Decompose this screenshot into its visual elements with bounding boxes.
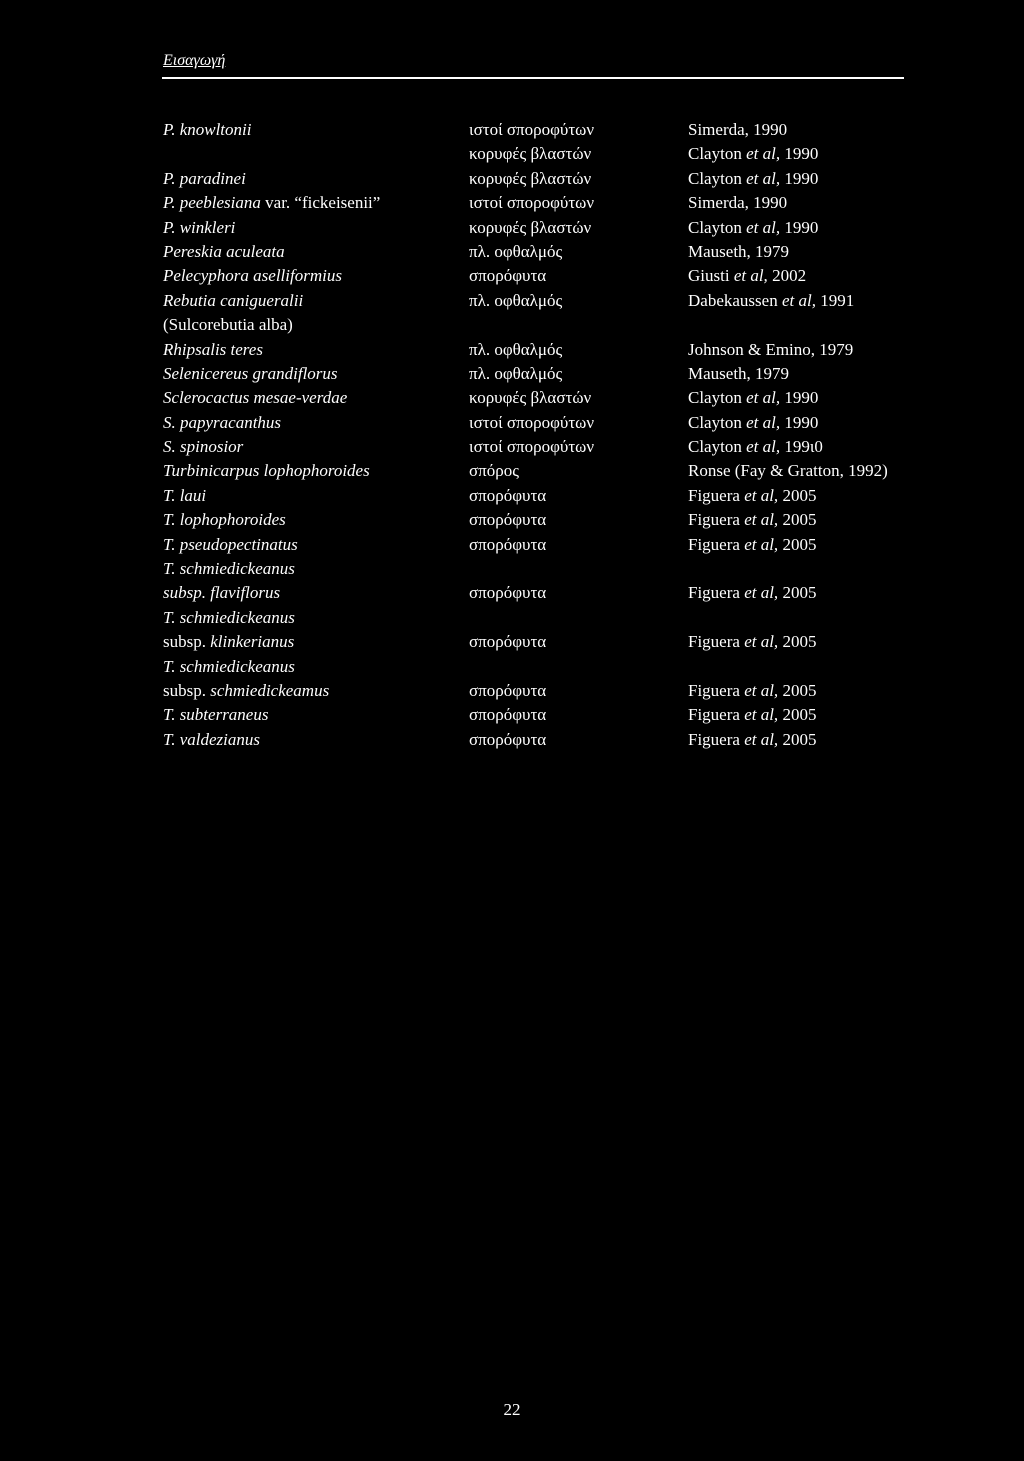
- tissue-cell: σπορόφυτα: [469, 534, 547, 554]
- species-text: T. lophophoroides: [163, 510, 286, 530]
- table-row: [163, 630, 963, 654]
- section-header: Εισαγωγή: [163, 52, 226, 69]
- reference-cell: [688, 362, 789, 386]
- reference-cell: [688, 167, 818, 191]
- reference-text: Figuera: [688, 534, 745, 554]
- species-text: T. laui: [163, 485, 207, 505]
- reference-text: 2002: [767, 266, 807, 286]
- reference-text: et al,: [781, 290, 816, 310]
- reference-text: et al,: [744, 485, 779, 505]
- reference-text: Giusti: [688, 266, 734, 286]
- reference-cell: [688, 191, 787, 215]
- species-text: S. spinosior: [163, 437, 244, 457]
- reference-cell: [688, 581, 816, 605]
- reference-text: 2005: [778, 680, 817, 700]
- reference-text: 1990: [780, 412, 819, 432]
- species-text: Rhipsalis teres: [163, 339, 263, 359]
- species-cell: [163, 655, 295, 679]
- species-cell: [163, 313, 293, 337]
- reference-cell: [688, 459, 888, 483]
- table-row: [163, 167, 963, 191]
- table-row: [163, 533, 963, 557]
- species-text: P. peeblesiana: [163, 193, 261, 213]
- species-cell: [163, 557, 295, 581]
- species-cell: [163, 411, 281, 435]
- tissue-cell: πλ. οφθαλμός: [469, 290, 563, 310]
- reference-cell: [688, 484, 816, 508]
- reference-cell: [688, 289, 854, 313]
- reference-text: 2005: [778, 729, 817, 749]
- species-text: T. schmiedickeanus: [163, 607, 295, 627]
- species-text: (Sulcorebutia alba): [163, 315, 293, 335]
- reference-text: 2005: [778, 510, 817, 530]
- species-text: P. winkleri: [163, 217, 236, 237]
- table-row: [163, 655, 963, 679]
- tissue-cell: σπορόφυτα: [469, 705, 547, 725]
- table-row: [163, 240, 963, 264]
- tissue-cell: σπορόφυτα: [469, 632, 547, 652]
- tissue-cell: πλ. οφθαλμός: [469, 241, 563, 261]
- reference-text: 1991: [815, 290, 855, 310]
- species-cell: [163, 289, 303, 313]
- reference-text: et al,: [746, 437, 781, 457]
- reference-cell: [688, 240, 789, 264]
- table-row: [163, 703, 963, 727]
- reference-text: Clayton: [688, 412, 747, 432]
- species-cell: [163, 630, 294, 654]
- species-text: subsp.: [163, 680, 211, 700]
- reference-cell: [688, 118, 787, 142]
- reference-text: et al,: [744, 680, 779, 700]
- reference-text: Figuera: [688, 729, 745, 749]
- reference-text: et al,: [746, 388, 781, 408]
- tissue-cell: ιστοί σποροφύτων: [469, 120, 595, 139]
- reference-text: Figuera: [688, 632, 745, 652]
- reference-text: Mauseth, 1979: [688, 241, 790, 261]
- species-cell: [163, 508, 286, 532]
- species-text: T. pseudopectinatus: [163, 534, 298, 554]
- species-cell: [163, 533, 298, 557]
- species-text: var. “fickeisenii”: [260, 193, 381, 213]
- reference-text: Figuera: [688, 705, 745, 725]
- reference-cell: [688, 142, 818, 166]
- species-text: Sclerocactus mesae-verdae: [163, 388, 348, 408]
- table-row: [163, 435, 963, 459]
- reference-text: 2005: [778, 583, 817, 603]
- reference-text: Clayton: [688, 437, 747, 457]
- reference-cell: [688, 630, 816, 654]
- species-cell: [163, 728, 260, 752]
- reference-cell: [688, 411, 818, 435]
- species-cell: [163, 191, 380, 215]
- table-row: [163, 581, 963, 605]
- reference-text: 1990: [780, 217, 819, 237]
- tissue-cell: σπορόφυτα: [469, 729, 547, 749]
- table-row: [163, 459, 963, 483]
- species-cell: [163, 703, 268, 727]
- table-row: [163, 386, 963, 410]
- table-row: [163, 728, 963, 752]
- species-cell: [163, 459, 370, 483]
- species-cell: [163, 679, 329, 703]
- species-text: Rebutia canigueralii: [163, 290, 304, 310]
- table-row: [163, 362, 963, 386]
- table-row: [163, 313, 963, 337]
- tissue-cell: σπορόφυτα: [469, 485, 547, 505]
- species-table: [163, 118, 963, 752]
- species-cell: [163, 484, 206, 508]
- tissue-cell: κορυφές βλαστών: [469, 144, 592, 164]
- reference-text: Mauseth, 1979: [688, 363, 790, 383]
- tissue-cell: ιστοί σποροφύτων: [469, 193, 595, 213]
- reference-text: Figuera: [688, 680, 745, 700]
- species-cell: [163, 118, 251, 142]
- reference-cell: [688, 216, 818, 240]
- species-text: P. paradinei: [163, 168, 246, 188]
- species-cell: [163, 167, 246, 191]
- reference-text: Clayton: [688, 168, 747, 188]
- species-text: Selenicereus grandiflorus: [163, 363, 338, 383]
- species-text: klinkerianus: [210, 632, 295, 652]
- reference-text: Clayton: [688, 217, 747, 237]
- species-text: P. knowltonii: [163, 120, 252, 139]
- tissue-cell: κορυφές βλαστών: [469, 217, 592, 237]
- reference-cell: [688, 386, 818, 410]
- tissue-cell: σπορόφυτα: [469, 266, 547, 286]
- page-number: 22: [503, 1400, 521, 1419]
- reference-text: Simerda, 1990: [688, 120, 788, 139]
- header-rule: [162, 77, 904, 79]
- reference-text: 2005: [778, 485, 817, 505]
- tissue-cell: κορυφές βλαστών: [469, 168, 592, 188]
- reference-text: 2005: [778, 632, 817, 652]
- reference-text: Ronse (Fay & Gratton, 1992): [688, 461, 888, 481]
- reference-cell: [688, 533, 816, 557]
- table-row: [163, 411, 963, 435]
- reference-cell: [688, 338, 853, 362]
- reference-text: Figuera: [688, 583, 745, 603]
- table-row: [163, 191, 963, 215]
- species-cell: [163, 264, 342, 288]
- table-row: [163, 679, 963, 703]
- tissue-cell: ιστοί σποροφύτων: [469, 412, 595, 432]
- reference-cell: [688, 703, 816, 727]
- species-text: subsp. flaviflorus: [163, 583, 281, 603]
- reference-text: Simerda, 1990: [688, 193, 788, 213]
- reference-text: et al,: [744, 534, 779, 554]
- tissue-cell: ιστοί σποροφύτων: [469, 437, 595, 457]
- reference-text: et al,: [746, 217, 781, 237]
- reference-text: et al,: [744, 705, 779, 725]
- species-cell: [163, 386, 347, 410]
- reference-cell: [688, 679, 816, 703]
- reference-cell: [688, 728, 816, 752]
- reference-text: et al,: [746, 144, 781, 164]
- tissue-cell: κορυφές βλαστών: [469, 388, 592, 408]
- tissue-cell: πλ. οφθαλμός: [469, 339, 563, 359]
- species-cell: [163, 240, 285, 264]
- species-text: Pelecyphora aselliformius: [163, 266, 342, 286]
- tissue-cell: σπόρος: [469, 461, 519, 481]
- table-row: [163, 484, 963, 508]
- reference-text: et al,: [744, 510, 779, 530]
- table-row: [163, 338, 963, 362]
- reference-text: Johnson & Emino, 1979: [688, 339, 854, 359]
- reference-text: Clayton: [688, 388, 747, 408]
- table-row: [163, 508, 963, 532]
- reference-text: 2005: [778, 705, 817, 725]
- reference-text: 199ι0: [780, 437, 823, 457]
- table-row: [163, 606, 963, 630]
- reference-text: 1990: [780, 168, 819, 188]
- reference-text: et al,: [746, 168, 781, 188]
- table-row: [163, 264, 963, 288]
- species-text: S. papyracanthus: [163, 412, 282, 432]
- reference-text: et al,: [744, 583, 779, 603]
- species-text: Pereskia aculeata: [163, 241, 285, 261]
- species-text: T. schmiedickeanus: [163, 559, 295, 579]
- tissue-cell: σπορόφυτα: [469, 510, 547, 530]
- table-row: [163, 118, 963, 142]
- reference-text: Figuera: [688, 485, 745, 505]
- reference-text: et al,: [746, 412, 781, 432]
- reference-text: 1990: [780, 388, 819, 408]
- reference-text: 1990: [780, 144, 819, 164]
- species-cell: [163, 435, 243, 459]
- table-row: [163, 289, 963, 313]
- table-row: [163, 142, 963, 166]
- reference-text: Clayton: [688, 144, 747, 164]
- tissue-cell: σπορόφυτα: [469, 583, 547, 603]
- species-cell: [163, 581, 280, 605]
- species-text: T. schmiedickeanus: [163, 656, 295, 676]
- species-text: schmiedickeamus: [210, 680, 330, 700]
- species-text: T. valdezianus: [163, 729, 260, 749]
- reference-cell: [688, 435, 823, 459]
- reference-text: 2005: [778, 534, 817, 554]
- reference-text: et al,: [733, 266, 768, 286]
- reference-cell: [688, 264, 806, 288]
- table-row: [163, 216, 963, 240]
- species-cell: [163, 362, 338, 386]
- species-text: subsp.: [163, 632, 211, 652]
- tissue-cell: σπορόφυτα: [469, 680, 547, 700]
- species-text: Turbinicarpus lophophoroides: [163, 461, 370, 481]
- species-text: T. subterraneus: [163, 705, 269, 725]
- reference-text: Figuera: [688, 510, 745, 530]
- tissue-cell: πλ. οφθαλμός: [469, 363, 563, 383]
- reference-text: et al,: [744, 632, 779, 652]
- reference-text: et al,: [744, 729, 779, 749]
- table-row: [163, 557, 963, 581]
- species-cell: [163, 338, 263, 362]
- species-cell: [163, 606, 295, 630]
- species-cell: [163, 216, 235, 240]
- reference-cell: [688, 508, 816, 532]
- reference-text: Dabekaussen: [688, 290, 782, 310]
